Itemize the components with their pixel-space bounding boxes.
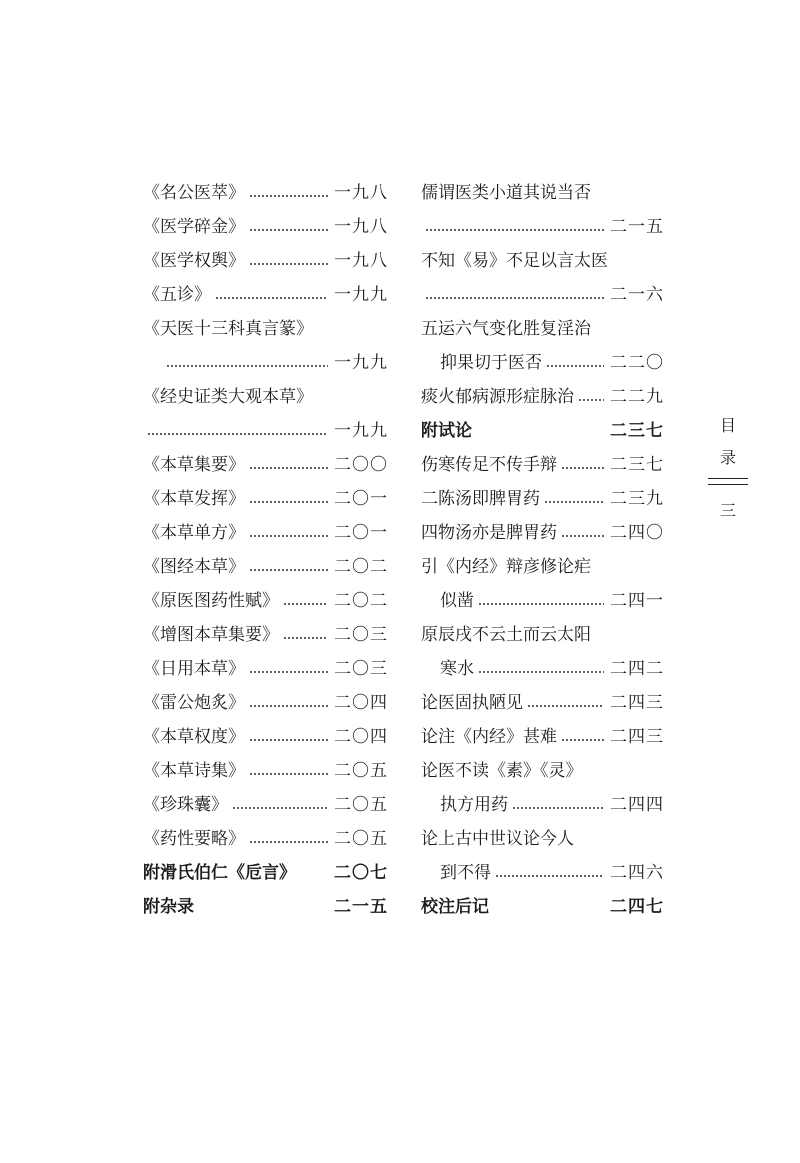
toc-entry-title: 《医学权舆》	[143, 251, 245, 271]
toc-entry-title: 论上古中世议论今人	[421, 829, 574, 849]
toc-entry-title: 到不得	[440, 863, 491, 883]
toc-entry	[143, 516, 388, 550]
toc-entry-title: 《经史证类大观本草》	[143, 387, 313, 407]
toc-entry-page: 二四二	[610, 659, 664, 679]
toc-right-column	[421, 176, 664, 924]
toc-entry-page: 二三九	[610, 489, 664, 509]
dot-leader	[249, 841, 328, 843]
dot-leader	[249, 739, 328, 741]
dot-leader	[249, 195, 328, 197]
toc-entry	[143, 414, 388, 448]
toc-entry	[421, 210, 664, 244]
dot-leader	[546, 365, 604, 367]
toc-entry	[143, 652, 388, 686]
dot-leader	[495, 875, 604, 877]
toc-entry-page: 二〇五	[334, 795, 388, 815]
toc-entry-title: 《本草发挥》	[143, 489, 245, 509]
toc-entry	[143, 210, 388, 244]
dot-leader	[249, 671, 328, 673]
toc-entry	[143, 278, 388, 312]
toc-entry-page: 二〇四	[334, 693, 388, 713]
toc-entry-title: 《药性要略》	[143, 829, 245, 849]
toc-entry-page: 二〇四	[334, 727, 388, 747]
toc-entry	[143, 176, 388, 210]
toc-entry	[143, 244, 388, 278]
toc-entry-page: 二〇一	[334, 523, 388, 543]
dot-leader	[215, 297, 328, 299]
toc-entry-title: 《本草单方》	[143, 523, 245, 543]
toc-entry	[143, 788, 388, 822]
toc-entry-page: 二〇五	[334, 829, 388, 849]
toc-entry	[421, 890, 664, 924]
toc-entry-title: 痰火郁病源形症脉治	[421, 387, 574, 407]
dot-leader	[147, 433, 328, 435]
toc-entry-page: 二四〇	[610, 523, 664, 543]
toc-entry	[421, 618, 664, 652]
dot-leader	[493, 909, 604, 911]
toc-entry	[421, 516, 664, 550]
dot-leader	[425, 297, 604, 299]
toc-entry-page: 二〇五	[334, 761, 388, 781]
toc-entry-page: 一九八	[334, 217, 388, 237]
toc-entry	[421, 414, 664, 448]
toc-entry	[143, 312, 388, 346]
side-label-char-1: 目	[719, 416, 736, 435]
toc-entry-page: 二二九	[610, 387, 664, 407]
toc-entry	[143, 448, 388, 482]
dot-leader	[249, 705, 328, 707]
toc-entry-title: 《图经本草》	[143, 557, 245, 577]
toc-entry	[421, 278, 664, 312]
toc-entry-title: 寒水	[440, 659, 474, 679]
toc-entry-title: 论医固执陋见	[421, 693, 523, 713]
page-number: 三	[719, 501, 736, 520]
toc-entry	[143, 584, 388, 618]
toc-entry-title: 抑果切于医否	[440, 353, 542, 373]
toc-entry-page: 二〇三	[334, 625, 388, 645]
toc-left-column	[143, 176, 388, 924]
toc-entry-title: 《天医十三科真言篆》	[143, 319, 313, 339]
dot-leader	[425, 229, 604, 231]
toc-entry	[421, 754, 664, 788]
toc-entry	[421, 448, 664, 482]
toc-entry-title: 四物汤亦是脾胃药	[421, 523, 557, 543]
toc-entry-page: 二〇七	[334, 863, 388, 883]
dot-leader	[283, 603, 328, 605]
toc-entry-page: 二四三	[610, 727, 664, 747]
toc-entry	[421, 822, 664, 856]
toc-entry-title: 《名公医萃》	[143, 183, 245, 203]
toc-entry	[421, 550, 664, 584]
toc-entry	[143, 380, 388, 414]
toc-entry-title: 《本草集要》	[143, 455, 245, 475]
toc-entry	[143, 720, 388, 754]
dot-leader	[249, 501, 328, 503]
toc-entry-page: 二〇三	[334, 659, 388, 679]
toc-entry	[421, 584, 664, 618]
toc-entry-page: 二四四	[610, 795, 664, 815]
toc-entry-title: 《珍珠囊》	[143, 795, 228, 815]
toc-entry-title: 论医不读《素》《灵》	[421, 761, 583, 781]
toc-entry	[421, 652, 664, 686]
toc-entry-title: 《五诊》	[143, 285, 211, 305]
side-label-char-2: 录	[719, 448, 736, 467]
toc-entry	[421, 686, 664, 720]
toc-entry	[421, 482, 664, 516]
toc-entry-title: 五运六气变化胜复淫治	[421, 319, 591, 339]
dot-leader	[166, 365, 328, 367]
toc-entry-title: 引《内经》辩彦修论疟	[421, 557, 591, 577]
toc-entry-page: 一九九	[334, 285, 388, 305]
dot-leader	[561, 535, 604, 537]
dot-leader	[476, 433, 604, 435]
dot-leader	[249, 773, 328, 775]
dot-leader	[561, 739, 604, 741]
toc-entry-page: 一九九	[334, 353, 388, 373]
dot-leader	[578, 399, 604, 401]
dot-leader	[232, 807, 328, 809]
toc-entry	[421, 720, 664, 754]
side-double-rule	[708, 478, 748, 485]
toc-entry-page: 二四一	[610, 591, 664, 611]
toc-entry-title: 附滑氏伯仁《卮言》	[143, 863, 296, 883]
toc-entry	[421, 312, 664, 346]
dot-leader	[249, 229, 328, 231]
dot-leader	[512, 807, 604, 809]
dot-leader	[198, 909, 328, 911]
dot-leader	[527, 705, 604, 707]
toc-entry-page: 二〇二	[334, 557, 388, 577]
toc-entry	[143, 482, 388, 516]
toc-entry	[143, 822, 388, 856]
toc-entry	[143, 890, 388, 924]
toc-entry-title: 《本草诗集》	[143, 761, 245, 781]
toc-entry	[421, 856, 664, 890]
toc-entry-title: 儒谓医类小道其说当否	[421, 183, 591, 203]
toc-entry-title: 校注后记	[421, 897, 489, 917]
toc-entry	[421, 244, 664, 278]
toc-entry	[143, 618, 388, 652]
toc-entry	[421, 380, 664, 414]
toc-entry-title: 执方用药	[440, 795, 508, 815]
toc-entry-page: 二一五	[334, 897, 388, 917]
toc-entry-page: 二〇一	[334, 489, 388, 509]
toc-entry-page: 二二〇	[610, 353, 664, 373]
toc-entry-title: 《原医图药性赋》	[143, 591, 279, 611]
dot-leader	[478, 671, 604, 673]
toc-entry	[143, 754, 388, 788]
toc-entry-title: 《增图本草集要》	[143, 625, 279, 645]
toc-entry	[421, 176, 664, 210]
dot-leader	[300, 875, 328, 877]
toc-entry	[143, 550, 388, 584]
toc-entry	[143, 346, 388, 380]
toc-entry	[421, 788, 664, 822]
toc-entry-page: 一九八	[334, 251, 388, 271]
dot-leader	[249, 467, 328, 469]
toc-entry-title: 不知《易》不足以言太医	[421, 251, 608, 271]
toc-entry-page: 二三七	[610, 455, 664, 475]
toc-entry-title: 论注《内经》甚难	[421, 727, 557, 747]
toc-entry-title: 《本草权度》	[143, 727, 245, 747]
toc-entry-title: 附试论	[421, 421, 472, 441]
toc-entry	[143, 856, 388, 890]
dot-leader	[249, 263, 328, 265]
dot-leader	[478, 603, 604, 605]
toc-entry-page: 二三七	[610, 421, 664, 441]
toc-entry-title: 《日用本草》	[143, 659, 245, 679]
toc-entry-title: 《医学碎金》	[143, 217, 245, 237]
toc-entry-page: 二四七	[610, 897, 664, 917]
toc-entry-page: 二一六	[610, 285, 664, 305]
toc-entry-title: 原辰戌不云土而云太阳	[421, 625, 591, 645]
toc-entry-page: 二〇〇	[334, 455, 388, 475]
toc-entry-page: 二四六	[610, 863, 664, 883]
dot-leader	[283, 637, 328, 639]
toc-entry-title: 《雷公炮炙》	[143, 693, 245, 713]
toc-entry	[421, 346, 664, 380]
toc-entry-title: 二陈汤即脾胃药	[421, 489, 540, 509]
dot-leader	[544, 501, 604, 503]
dot-leader	[561, 467, 604, 469]
toc-entry-page: 一九八	[334, 183, 388, 203]
toc-entry-page: 二一五	[610, 217, 664, 237]
toc-entry	[143, 686, 388, 720]
toc-entry-page: 二四三	[610, 693, 664, 713]
toc-entry-title: 附杂录	[143, 897, 194, 917]
dot-leader	[249, 569, 328, 571]
toc-entry-title: 伤寒传足不传手辩	[421, 455, 557, 475]
dot-leader	[249, 535, 328, 537]
toc-entry-page: 一九九	[334, 421, 388, 441]
toc-entry-title: 似凿	[440, 591, 474, 611]
toc-entry-page: 二〇二	[334, 591, 388, 611]
side-running-head	[708, 410, 748, 527]
